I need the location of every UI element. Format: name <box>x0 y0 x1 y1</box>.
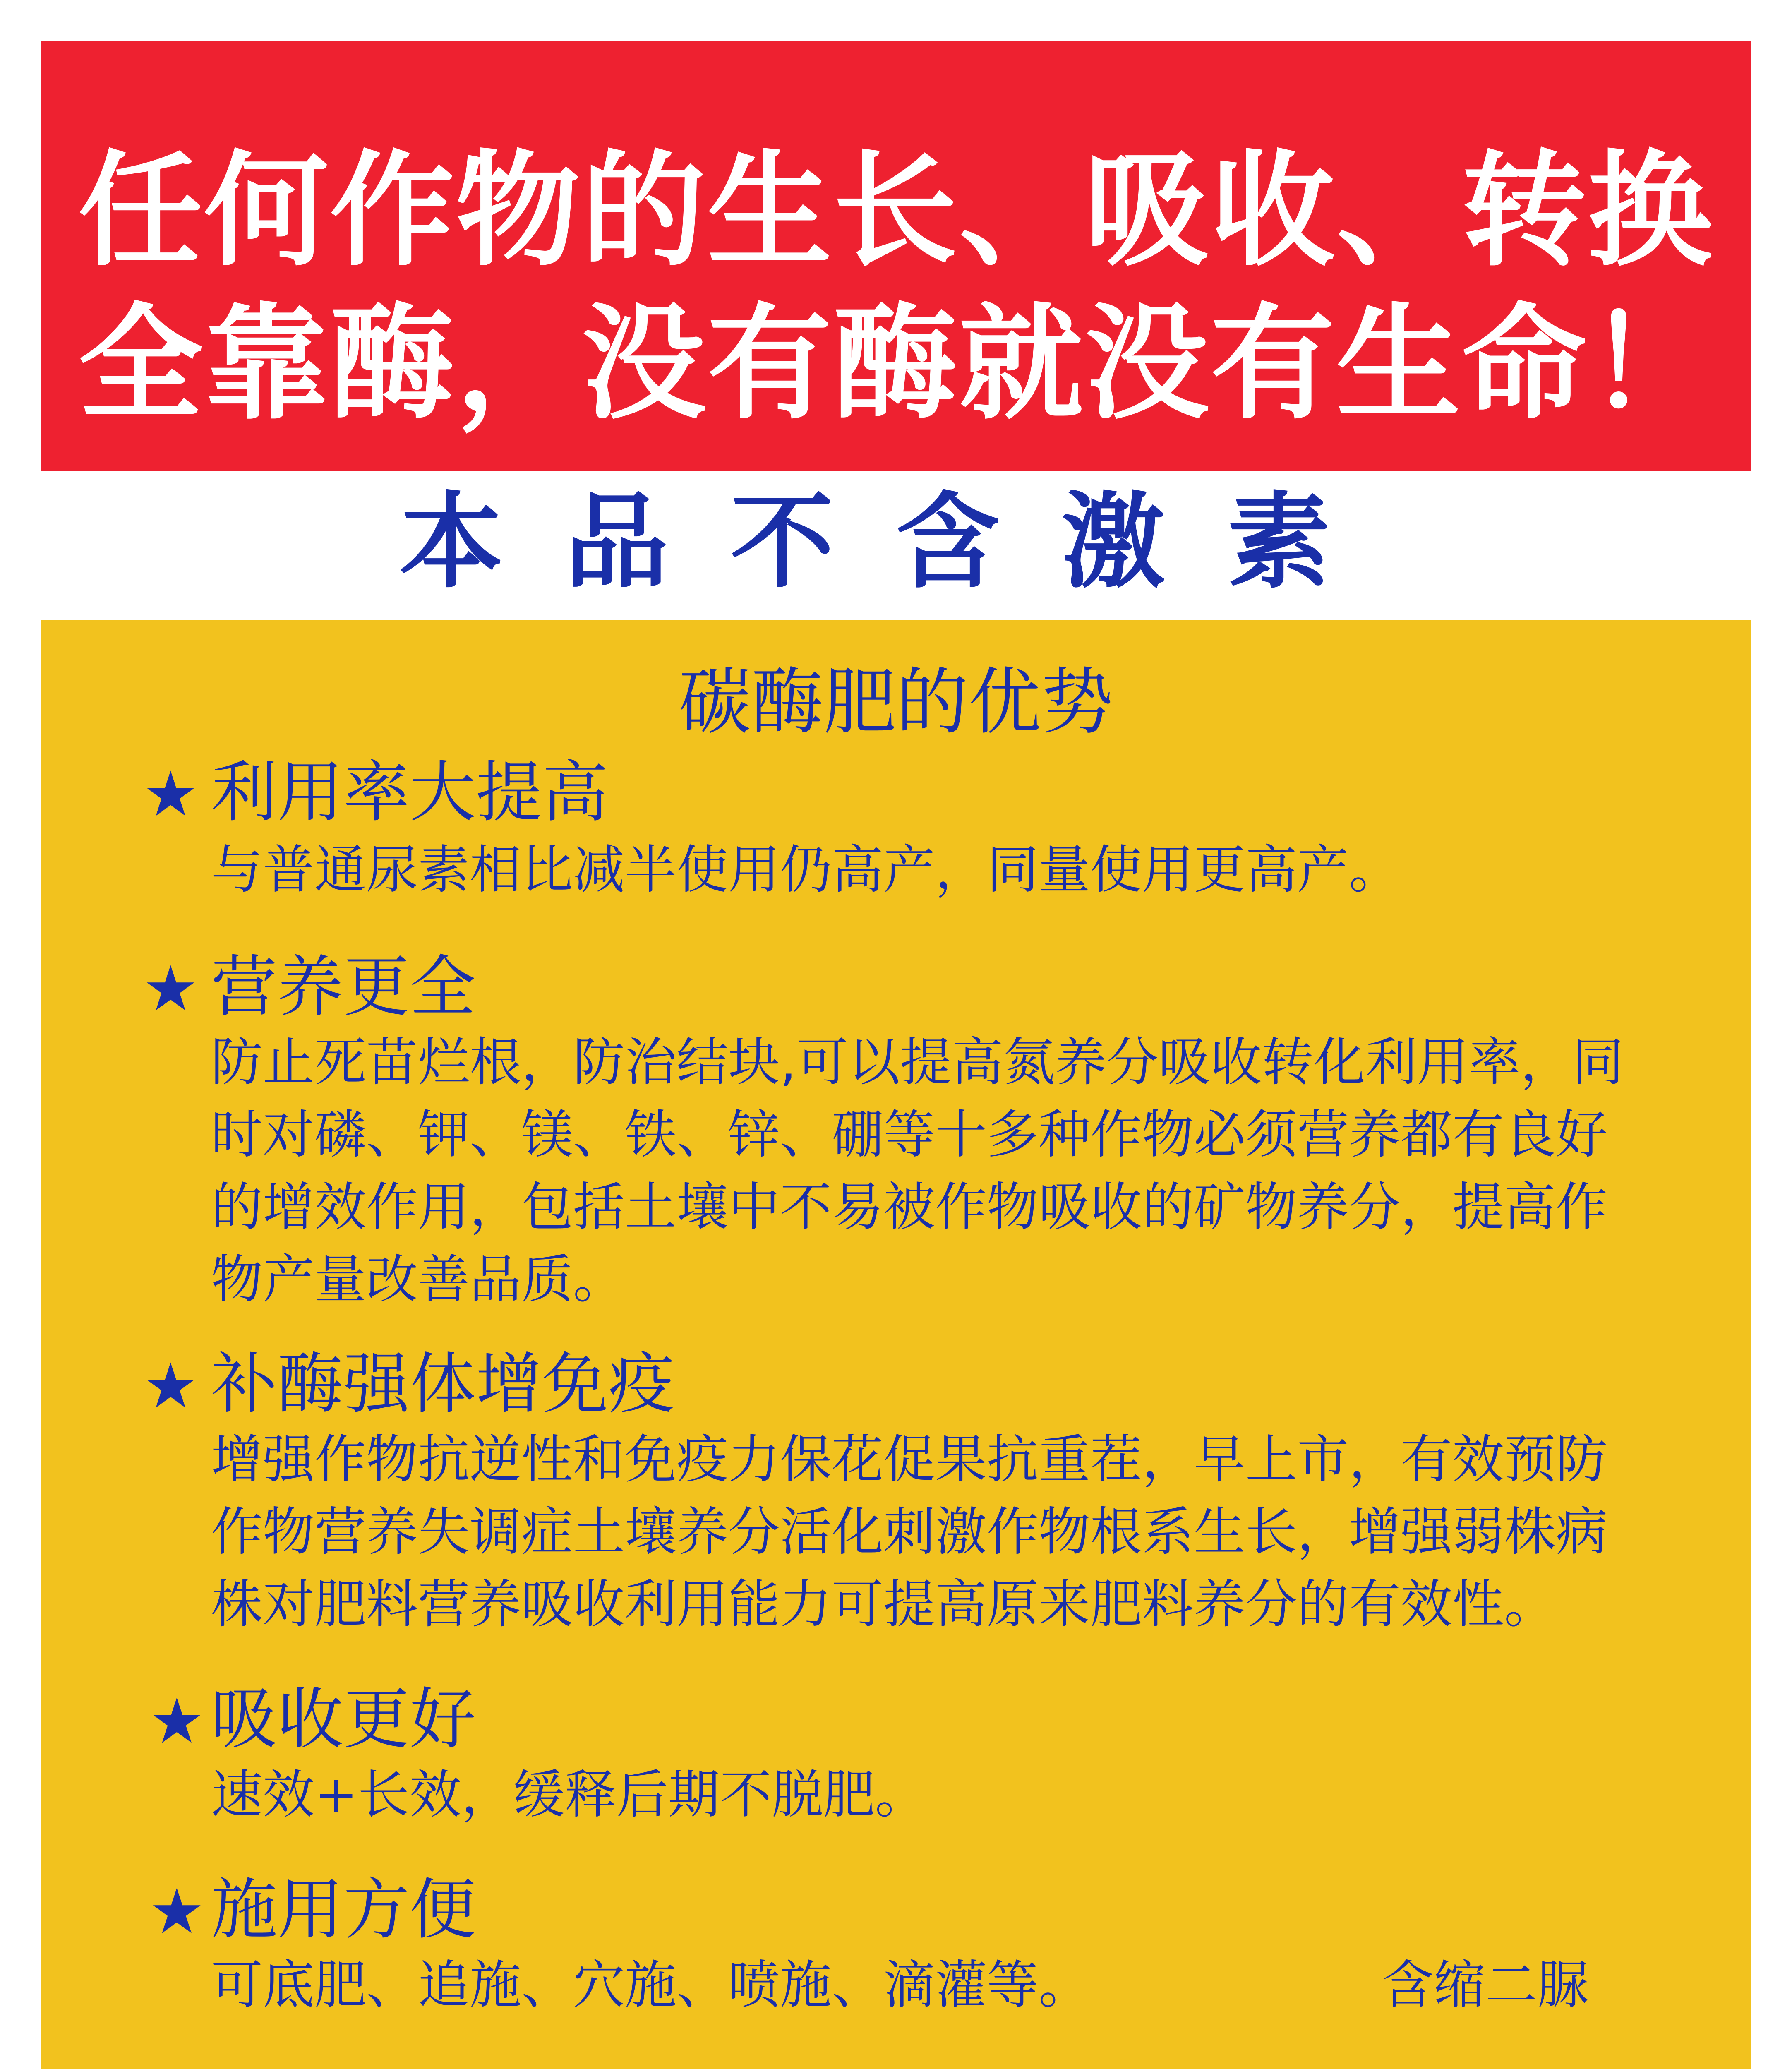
star-icon: ★ <box>149 1876 205 1948</box>
feature-line: 作物营养失调症土壤养分活化刺激作物根系生长，增强弱株病 <box>211 1502 1607 1562</box>
feature-line: 可底肥、追施、穴施、喷施、滴灌等。 <box>211 1955 1090 2015</box>
no-hormone-claim: 本品不含激素 <box>399 482 1393 602</box>
feature-line: 与普通尿素相比减半使用仍高产，同量使用更高产。 <box>211 840 1401 900</box>
feature-body-utilization <box>211 834 1701 906</box>
headline-line-1: 任何作物的生长、吸收、转换 <box>78 139 1714 283</box>
feature-title-application: 施用方便 <box>211 1871 476 1948</box>
section-title: 碳酶肥的优势 <box>679 660 1113 744</box>
star-icon: ★ <box>143 1350 199 1422</box>
feature-line: 时对磷、钾、镁、铁、锌、硼等十多种作物必须营养都有良好 <box>211 1105 1607 1165</box>
biuret-note: 含缩二脲 <box>1382 1955 1589 2015</box>
feature-line: 速效+长效，缓释后期不脱肥。 <box>211 1765 927 1825</box>
feature-body-nutrition <box>211 1026 1701 1316</box>
feature-title-nutrition: 营养更全 <box>211 948 476 1025</box>
feature-line: 增强作物抗逆性和免疫力保花促果抗重茬，早上市，有效预防 <box>211 1430 1607 1490</box>
feature-line: 防止死苗烂根，防治结块,可以提高氮养分吸收转化利用率，同 <box>211 1032 1624 1092</box>
star-icon: ★ <box>143 953 199 1025</box>
feature-body-absorption <box>211 1759 1701 1831</box>
feature-line: 的增效作用，包括土壤中不易被作物吸收的矿物养分，提高作 <box>211 1177 1607 1237</box>
feature-line: 株对肥料营养吸收利用能力可提高原来肥料养分的有效性。 <box>211 1575 1556 1635</box>
feature-title-immunity: 补酶强体增免疫 <box>211 1345 675 1423</box>
feature-body-immunity <box>211 1423 1701 1641</box>
feature-line: 物产量改善品质。 <box>211 1250 625 1310</box>
feature-title-absorption: 吸收更好 <box>211 1680 476 1758</box>
feature-title-utilization: 利用率大提高 <box>211 754 609 831</box>
star-icon: ★ <box>149 1685 205 1757</box>
star-icon: ★ <box>143 758 199 830</box>
headline-line-2: 全靠酶，没有酶就没有生命！ <box>78 292 1714 436</box>
